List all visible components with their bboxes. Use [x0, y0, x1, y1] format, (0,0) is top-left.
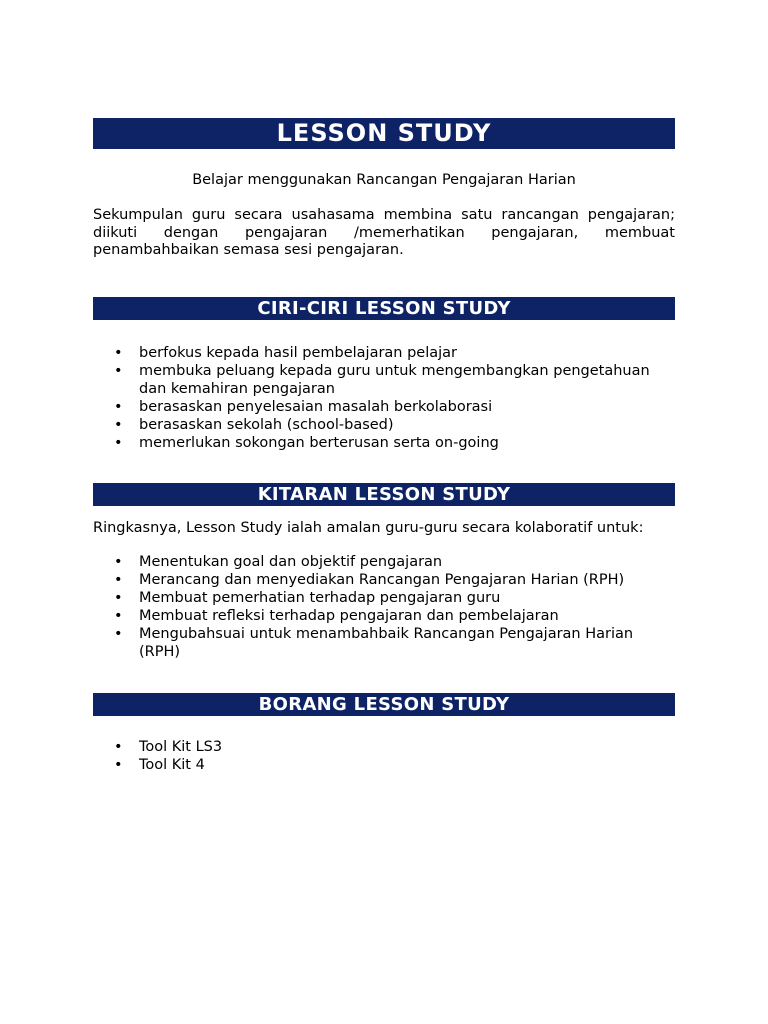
page-title: LESSON STUDY	[93, 118, 675, 149]
list-item	[93, 607, 675, 625]
kitaran-list	[93, 553, 675, 661]
list-item-text: Membuat pemerhatian terhadap pengajaran guru	[139, 590, 501, 606]
list-item	[93, 434, 675, 452]
ciri-list	[93, 344, 675, 452]
list-item	[93, 625, 675, 661]
list-item-text: memerlukan sokongan berterusan serta on-going	[139, 434, 499, 451]
list-item-text: Tool Kit 4	[139, 757, 205, 773]
list-item	[93, 571, 675, 589]
list-item	[93, 416, 675, 434]
bullet-icon: •	[114, 554, 123, 570]
list-item-text: Tool Kit LS3	[139, 739, 223, 755]
bullet-icon: •	[114, 608, 123, 624]
bullet-icon: •	[114, 626, 123, 642]
bullet-icon: •	[114, 739, 123, 755]
list-item-text: Merancang dan menyediakan Rancangan Pengajaran Harian (RPH)	[139, 572, 625, 588]
list-item-text: membuka peluang kepada guru untuk mengembangkan pengetahuan dan kemahiran pengajaran	[139, 362, 650, 397]
document-page	[93, 118, 675, 774]
section-heading-ciri: CIRI-CIRI LESSON STUDY	[93, 297, 675, 320]
bullet-icon: •	[114, 572, 123, 588]
list-item-text: berasaskan sekolah (school-based)	[139, 416, 394, 433]
list-item	[93, 398, 675, 416]
bullet-icon: •	[114, 757, 123, 773]
bullet-icon: •	[114, 590, 123, 606]
intro-subtitle: Belajar menggunakan Rancangan Pengajaran Harian	[192, 172, 576, 188]
section-heading-kitaran: KITARAN LESSON STUDY	[93, 483, 675, 506]
bullet-icon: •	[114, 416, 123, 433]
list-item	[93, 756, 675, 774]
list-item-text: berasaskan penyelesaian masalah berkolaborasi	[139, 398, 493, 415]
bullet-icon: •	[114, 362, 123, 379]
bullet-icon: •	[114, 398, 123, 415]
list-item	[93, 344, 675, 362]
bullet-icon: •	[114, 434, 123, 451]
kitaran-paragraph: Ringkasnya, Lesson Study ialah amalan guru-guru secara kolaboratif untuk:	[93, 519, 644, 536]
list-item	[93, 553, 675, 571]
borang-list	[93, 738, 675, 774]
list-item	[93, 362, 675, 398]
list-item-text: berfokus kepada hasil pembelajaran pelajar	[139, 344, 458, 361]
bullet-icon: •	[114, 344, 123, 361]
list-item-text: Membuat refleksi terhadap pengajaran dan pembelajaran	[139, 608, 559, 624]
intro-paragraph: Sekumpulan guru secara usahasama membina satu rancangan pengajaran; diikuti dengan pengajaran /memerhatikan pengajaran, membuat penambahbaikan semasa sesi pengajaran.	[93, 207, 675, 258]
list-item	[93, 589, 675, 607]
list-item	[93, 738, 675, 756]
list-item-text: Menentukan goal dan objektif pengajaran	[139, 554, 443, 570]
section-heading-borang: BORANG LESSON STUDY	[93, 693, 675, 716]
list-item-text: Mengubahsuai untuk menambahbaik Rancangan Pengajaran Harian (RPH)	[139, 626, 634, 660]
